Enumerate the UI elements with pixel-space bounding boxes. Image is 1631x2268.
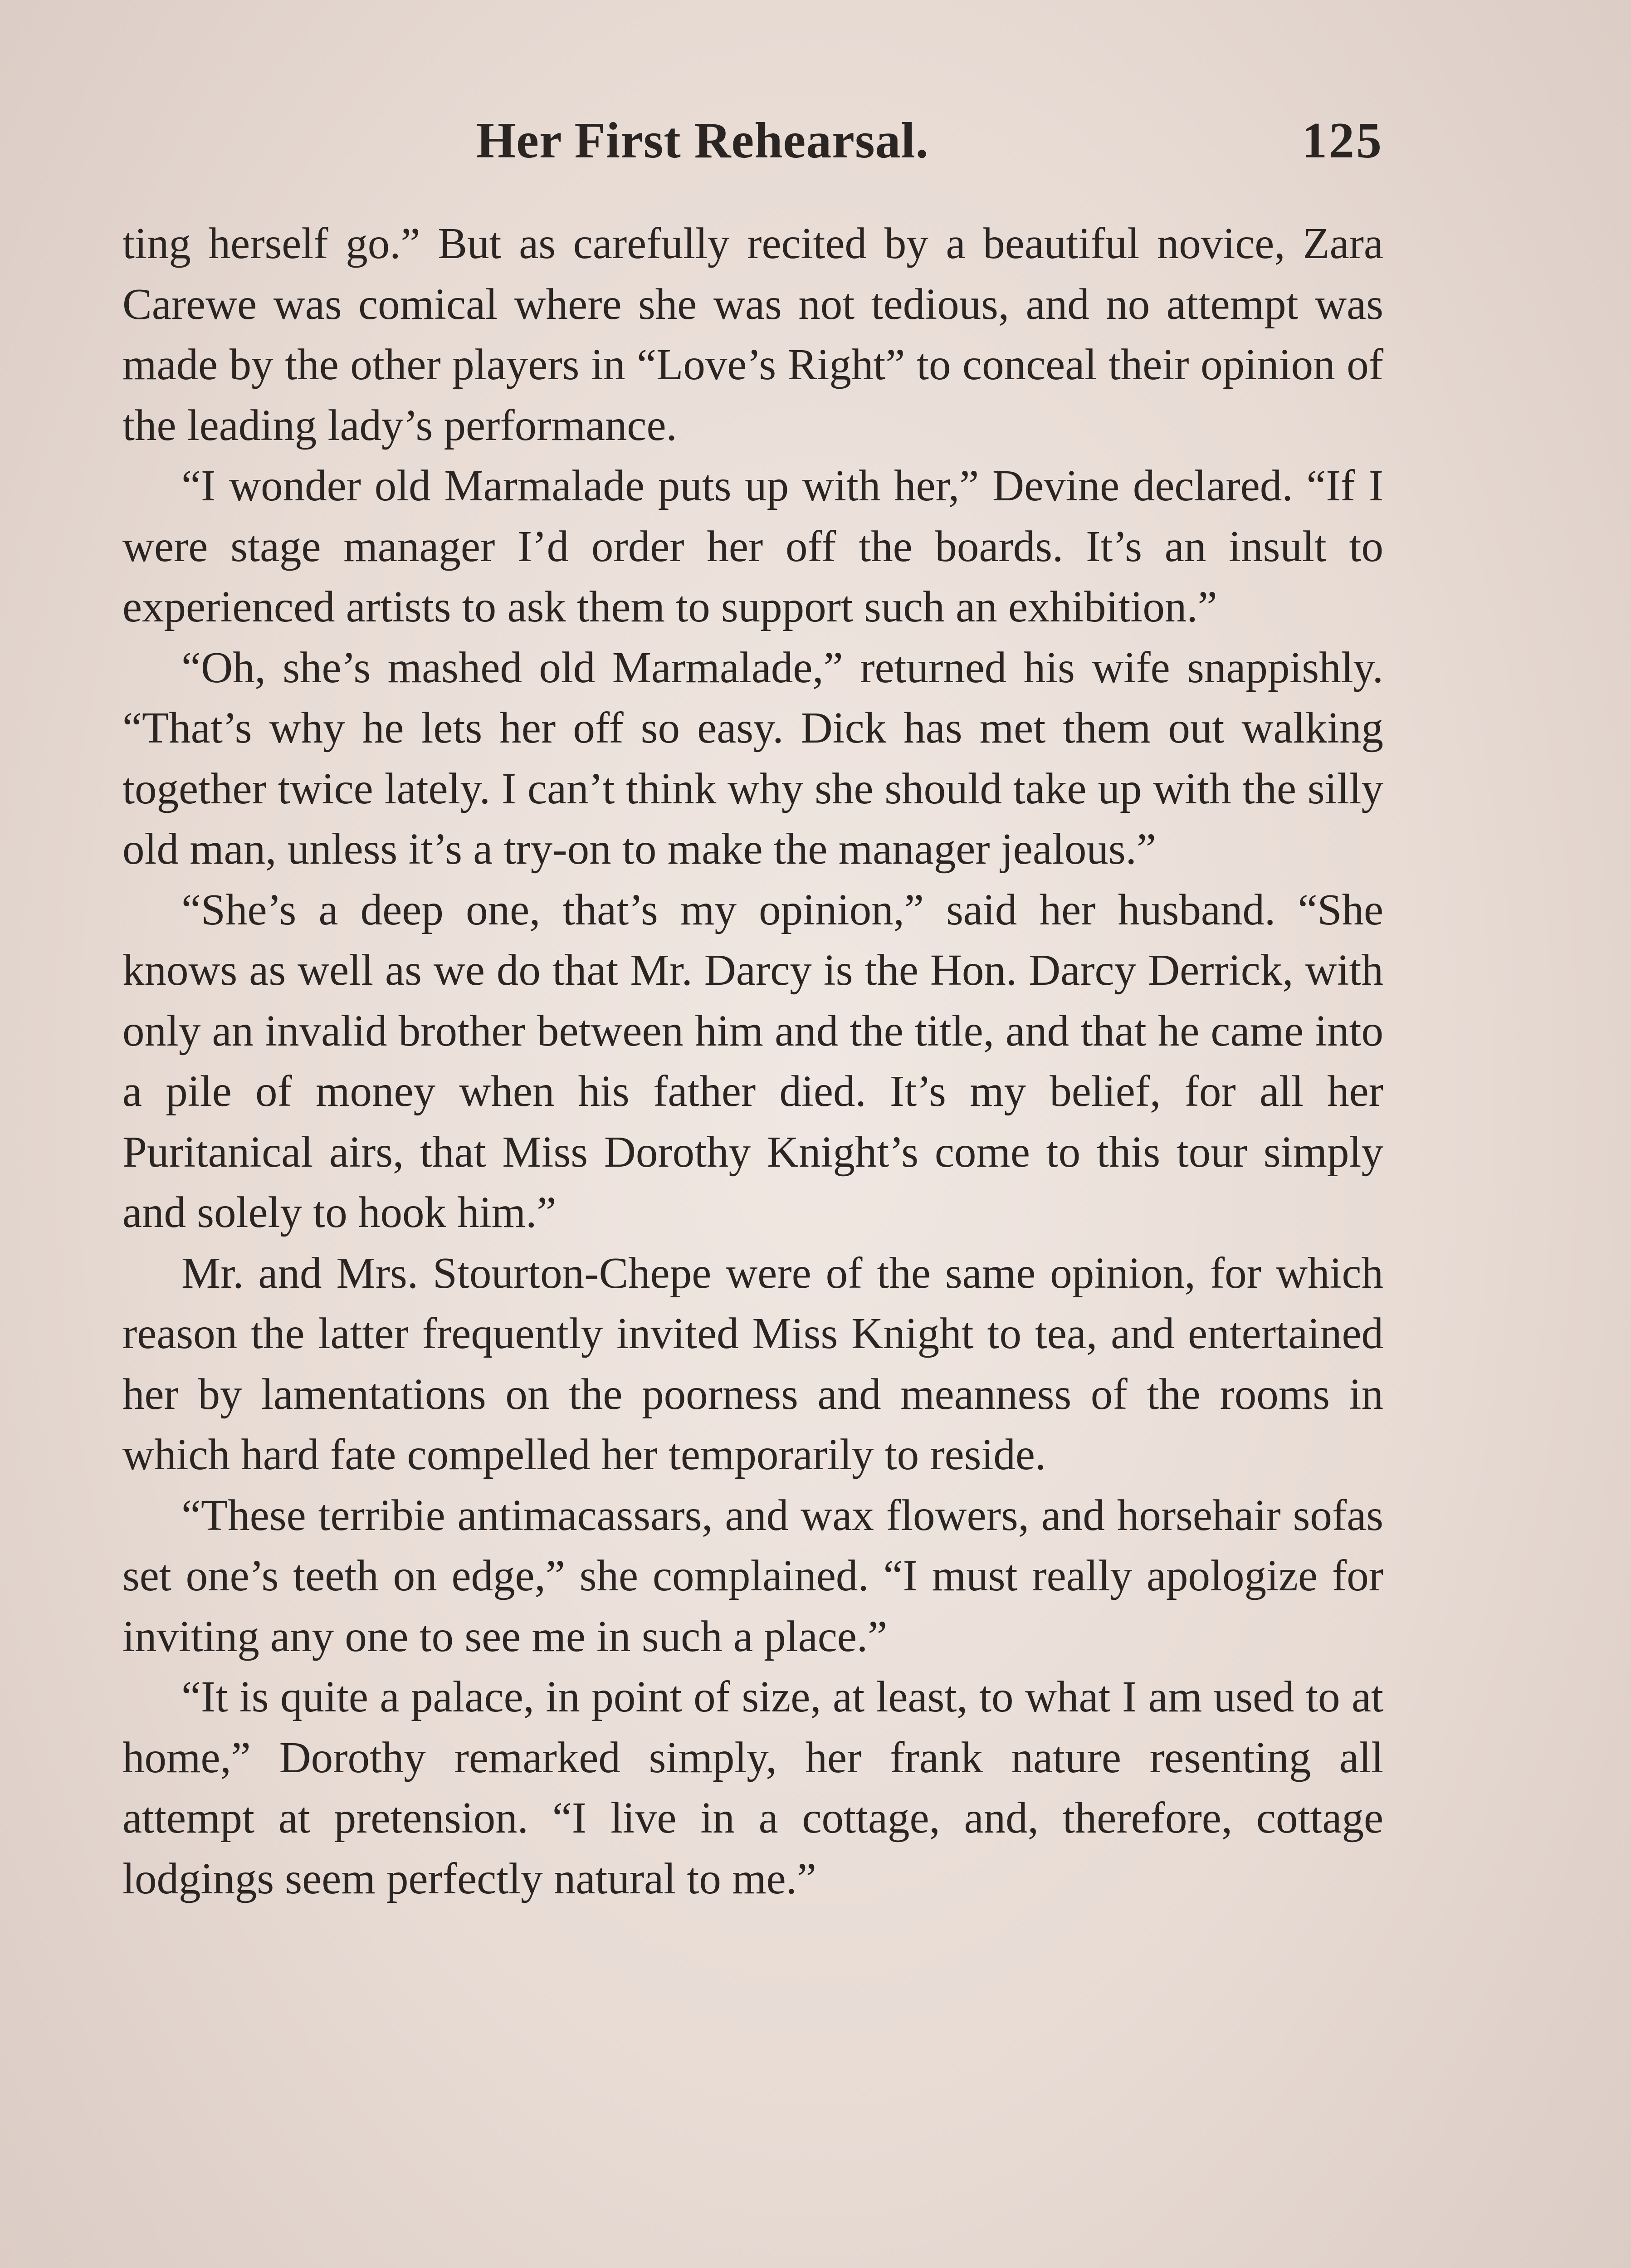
page-number: 125 (1302, 112, 1383, 169)
paragraph: “These terribie antimacassars, and wax flowers, and horsehair sofas set one’s teeth on edge,” she complained. “I must really apologize for inviting any one to see me in such a place.” (122, 1491, 1383, 1661)
running-title: Her First Rehearsal. (476, 112, 929, 169)
paragraph: “She’s a deep one, that’s my opinion,” said her husband. “She knows as well as we do that Mr. Darcy is the Hon. Darcy Derrick, with only an invalid brother between him and the title, and that he came into a pile of money when his father died. It’s my belief, for all her Puritanical airs, that Miss Dorothy Knight’s come to this tour simply and solely to hook him.” (122, 885, 1383, 1237)
paragraph: “Oh, she’s mashed old Marmalade,” returned his wife snappishly. “That’s why he lets her off so easy. Dick has met them out walking together twice lately. I can’t think why she should take up with the silly old man, unless it’s a try-on to make the manager jealous.” (122, 643, 1383, 873)
paragraph: “It is quite a palace, in point of size, at least, to what I am used to at home,” Dorothy remarked simply, her frank nature resenting all attempt at pretension. “I live in a cottage, and, therefore, cottage lodgings seem perfectly natural to me.” (122, 1672, 1383, 1903)
body-text (122, 213, 1383, 1909)
paragraph: Mr. and Mrs. Stourton-Chepe were of the same opinion, for which reason the latter frequently invited Miss Knight to tea, and entertained her by lamentations on the poorness and meanness of the rooms in which hard fate compelled her temporarily to reside. (122, 1248, 1383, 1479)
page-header (122, 104, 1383, 177)
paragraph: ting herself go.” But as carefully recited by a beautiful novice, Zara Carewe was comical where she was not tedious, and no attempt was made by the other players in “Love’s Right” to conceal their opinion of the leading lady’s performance. (122, 219, 1383, 450)
paragraph: “I wonder old Marmalade puts up with her,” Devine declared. “If I were stage manager I’d order her off the boards. It’s an insult to experienced artists to ask them to support such an exhibition.” (122, 461, 1383, 631)
